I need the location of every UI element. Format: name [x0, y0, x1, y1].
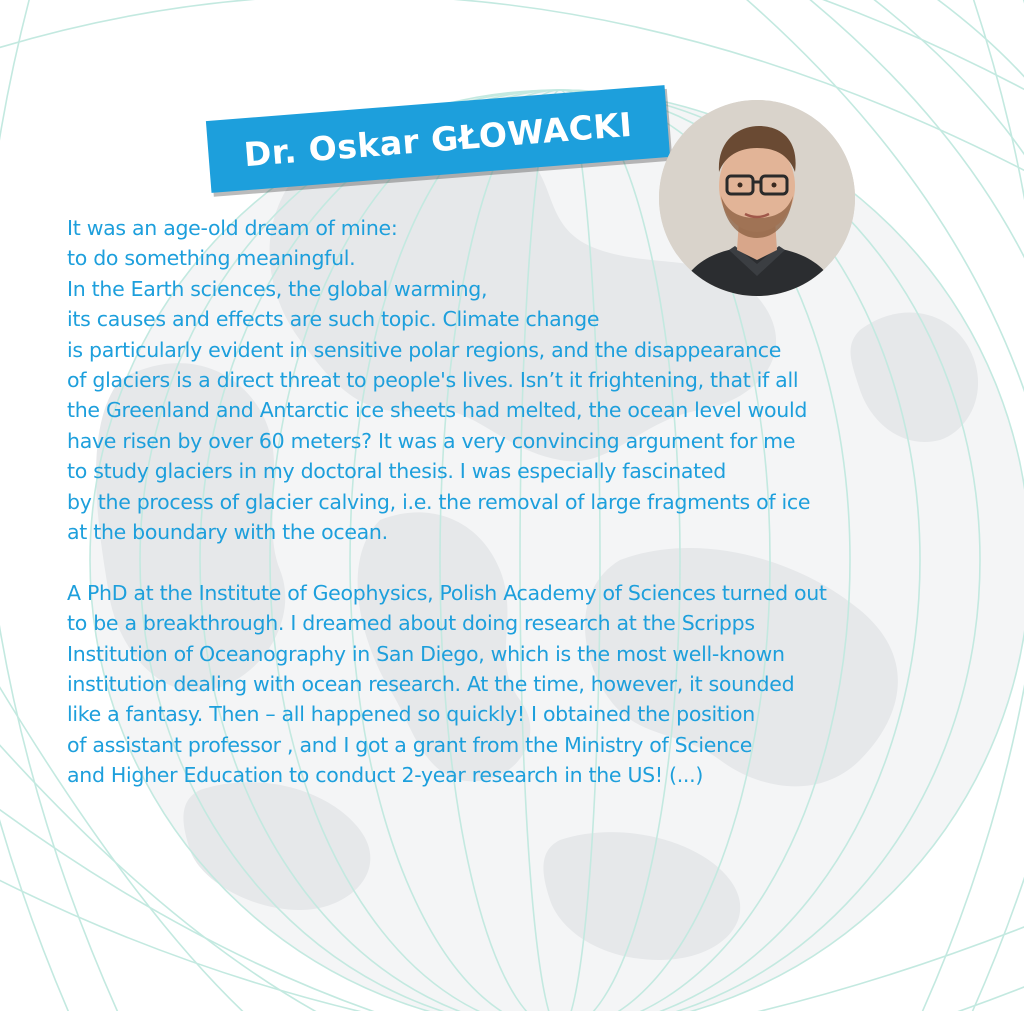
bio-line: the Greenland and Antarctic ice sheets had melted, the ocean level would	[67, 398, 808, 423]
paragraph-gap	[67, 547, 987, 577]
bio-line: at the boundary with the ocean.	[67, 520, 388, 545]
bio-line: to study glaciers in my doctoral thesis. I was especially fascinated	[67, 459, 726, 484]
biography-text	[67, 213, 987, 791]
person-name: Dr. Oskar GŁOWACKI	[242, 104, 634, 174]
bio-line: to do something meaningful.	[67, 246, 356, 271]
bio-line: by the process of glacier calving, i.e. the removal of large fragments of ice	[67, 489, 811, 514]
bio-line: It was an age-old dream of mine:	[67, 216, 398, 240]
bio-line: of glaciers is a direct threat to people's lives. Isn’t it frightening, that if all	[67, 368, 799, 393]
bio-line: and Higher Education to conduct 2-year research in the US! (...)	[67, 763, 704, 788]
bio-line: its causes and effects are such topic. Climate change	[67, 307, 600, 332]
bio-line: A PhD at the Institute of Geophysics, Polish Academy of Sciences turned out	[67, 580, 827, 605]
bio-line: Institution of Oceanography in San Diego, which is the most well-known	[67, 641, 785, 666]
bio-line: to be a breakthrough. I dreamed about doing research at the Scripps	[67, 611, 755, 636]
bio-line: is particularly evident in sensitive polar regions, and the disappearance	[67, 337, 782, 362]
bio-line: have risen by over 60 meters? It was a very convincing argument for me	[67, 428, 796, 453]
bio-line: institution dealing with ocean research. At the time, however, it sounded	[67, 672, 795, 697]
bio-line: In the Earth sciences, the global warming,	[67, 276, 488, 301]
bio-line: like a fantasy. Then – all happened so quickly! I obtained the position	[67, 702, 755, 727]
bio-line: of assistant professor , and I got a grant from the Ministry of Science	[67, 732, 753, 757]
